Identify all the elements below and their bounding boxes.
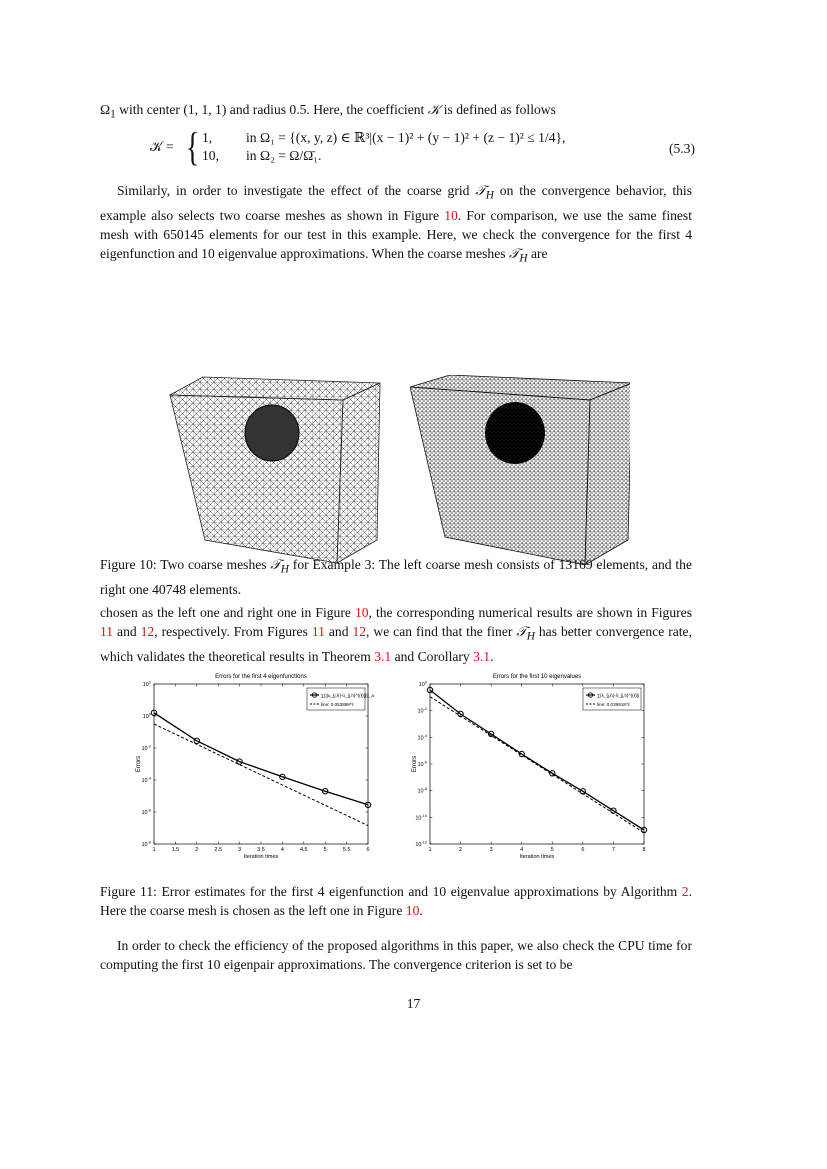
y-tick-label: $10^{-6}$	[417, 760, 427, 768]
x-tick-label: 3	[238, 847, 242, 853]
figure-10-caption: Figure 10: Two coarse meshes 𝒯$_H$ for Example 3: The left coarse mesh consists of 13169 elements, and the right one 40748 elements.	[100, 557, 692, 597]
y-tick-label: $10^2$	[142, 680, 151, 688]
x-tick-label: 1.5	[171, 847, 180, 853]
x-tick-label: 4	[280, 847, 284, 853]
y-axis-label: Errors	[412, 755, 418, 773]
mesh-right-image	[410, 375, 630, 565]
y-tick-label: $10^{-2}$	[417, 707, 427, 715]
x-axis-label: Iteration times	[519, 854, 555, 860]
x-tick-label: 5.5	[342, 847, 351, 853]
y-tick-label: $10^{-8}$	[417, 787, 427, 795]
x-tick-label: 1	[152, 847, 156, 853]
series-reference-line	[430, 697, 644, 833]
chart-title: Errors for the first 10 eigenvalues	[492, 674, 582, 680]
chart-title: Errors for the first 4 eigenfunctions	[215, 674, 307, 680]
series-reference-line	[154, 724, 368, 826]
y-tick-label: $10^{-12}$	[415, 840, 427, 848]
ref-figure-12[interactable]: 12	[140, 624, 155, 639]
y-tick-label: $10^{-8}$	[141, 840, 151, 848]
equation-row-2: 10, in Ω₂ = Ω/Ω̄₁.	[202, 148, 322, 163]
chart-eigenfunction-errors	[132, 668, 382, 863]
y-tick-label: $10^{-10}$	[415, 813, 427, 822]
paragraph-results: chosen as the left one and right one in Figure 10, the corresponding numerical results are shown in Figures 11 and 12, respectively. From Figures 11 and 12, we can find that the finer 𝒯$_H$ has better convergence rate, which validates the theoretical results in Theorem 3.1 and Corollary 3.1.	[100, 605, 692, 664]
x-tick-label: 3	[489, 847, 493, 853]
paragraph-cpu-time: In order to check the efficiency of the proposed algorithms in this paper, we also check the CPU time for computing the first 10 eigenpair approximations. The convergence criterion is set to be	[100, 938, 692, 972]
x-tick-label: 7	[611, 847, 615, 853]
x-tick-label: 1	[428, 847, 432, 853]
equation-lhs: 𝒦 =	[150, 139, 174, 154]
x-axis-label: Iteration times	[243, 854, 279, 860]
ref-figure-12[interactable]: 12	[352, 624, 367, 639]
legend-label: line: 0.053898^ℓ	[321, 702, 354, 707]
y-tick-label: $10^{-4}$	[417, 733, 427, 742]
ref-figure-10[interactable]: 10	[444, 207, 458, 223]
ref-corollary-3-1[interactable]: 3.1	[473, 648, 491, 664]
mesh-left-image	[165, 375, 385, 565]
equation-5-3	[150, 124, 695, 169]
legend-label: ∑|λ_{j,h}-λ̄_{j,h}^{(ℓ)}|	[597, 693, 640, 698]
y-tick-label: $10^{-4}$	[141, 776, 151, 784]
chart-eigenvalue-errors	[408, 668, 658, 863]
x-tick-label: 2	[195, 847, 199, 853]
ref-figure-11[interactable]: 11	[100, 624, 114, 639]
legend-label: line: 0.039918^ℓ	[597, 702, 630, 707]
y-tick-label: $10^{-6}$	[141, 808, 151, 816]
paragraph-intro: $\Omega_1$ with center (1, 1, 1) and radius 0.5. Here, the coefficient 𝒦 is defined as follows	[100, 102, 556, 121]
series-error-line	[154, 713, 368, 805]
x-tick-label: 5	[550, 847, 554, 853]
y-tick-label: $10^0$	[418, 680, 427, 688]
x-tick-label: 3.5	[257, 847, 265, 853]
x-tick-label: 8	[642, 847, 646, 853]
legend-label: ∑|||u_{j,h}-ū_{j,h}^{(ℓ)}|||_a	[321, 693, 374, 698]
ref-algorithm-2[interactable]: 2	[681, 884, 689, 899]
figure-11-caption: Figure 11: Error estimates for the first 4 eigenfunction and 10 eigenvalue approximations by Algorithm 2. Here the coarse mesh is chosen as the left one in Figure 10.	[100, 884, 692, 918]
x-tick-label: 2.5	[214, 847, 223, 853]
x-tick-label: 2	[459, 847, 463, 853]
x-tick-label: 4	[520, 847, 524, 853]
x-tick-label: 6	[581, 847, 585, 853]
x-tick-label: 4.5	[299, 847, 308, 853]
x-tick-label: 6	[366, 847, 370, 853]
ref-figure-10[interactable]: 10	[354, 605, 369, 620]
ref-figure-10[interactable]: 10	[405, 903, 420, 918]
ref-theorem-3-1[interactable]: 3.1	[374, 648, 392, 664]
page-number: 17	[406, 996, 421, 1011]
x-tick-label: 5	[323, 847, 327, 853]
ref-figure-11[interactable]: 11	[311, 624, 325, 639]
y-tick-label: $10^0$	[142, 712, 151, 720]
paragraph-coarse-grid: Similarly, in order to investigate the effect of the coarse grid 𝒯$_H$ on the convergence behavior, this example also selects two coarse meshes as shown in Figure 10. For comparison, we use the same finest mesh with 650145 elements for our test in this example. Here, we check the convergence for the first 4 eigenfunction and 10 eigenvalue approximations. When the coarse meshes 𝒯$_H$ are	[100, 183, 692, 265]
equation-brace: {	[185, 124, 200, 169]
y-axis-label: Errors	[136, 755, 142, 773]
equation-number: (5.3)	[668, 141, 695, 156]
y-tick-label: $10^{-2}$	[141, 744, 151, 752]
equation-row-1: 1, in Ω₁ = {(x, y, z) ∈ ℝ³|(x − 1)² + (y − 1)² + (z − 1)² ≤ 1/4},	[202, 130, 566, 145]
